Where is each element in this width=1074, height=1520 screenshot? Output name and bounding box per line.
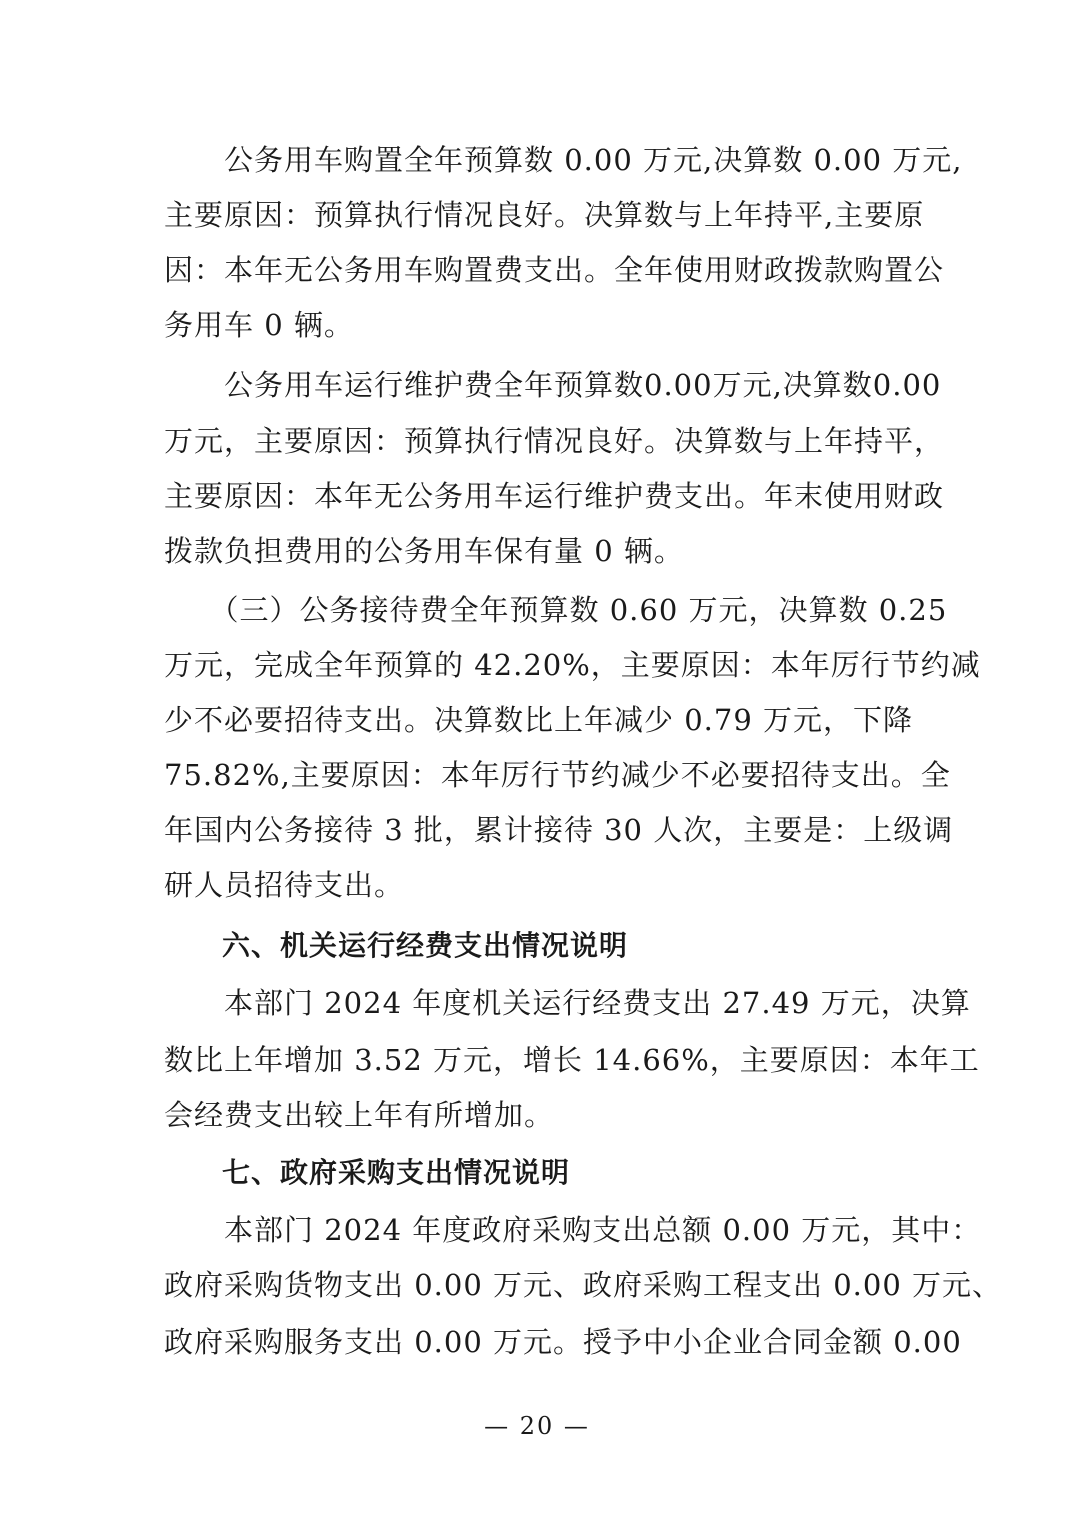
- text-line: 会经费支出较上年有所增加。: [164, 1098, 555, 1132]
- text-line: 政府采购服务支出 0.00 万元。授予中小企业合同金额 0.00: [164, 1325, 962, 1359]
- text-line: 年国内公务接待 3 批，累计接待 30 人次，主要是：上级调: [164, 813, 954, 847]
- text-line: 万元，完成全年预算的 42.20%，主要原因：本年厉行节约减: [164, 648, 981, 682]
- text-line: 万元，主要原因：预算执行情况良好。决算数与上年持平，: [164, 424, 945, 458]
- text-line: 务用车 0 辆。: [164, 308, 354, 342]
- text-line: 主要原因：本年无公务用车运行维护费支出。年末使用财政: [164, 479, 945, 513]
- text-line: 公务用车购置全年预算数 0.00 万元,决算数 0.00 万元,: [164, 143, 963, 177]
- text-line: 政府采购货物支出 0.00 万元、政府采购工程支出 0.00 万元、: [164, 1268, 1003, 1302]
- section-heading-6: 六、机关运行经费支出情况说明: [164, 929, 629, 962]
- text-line: 公务用车运行维护费全年预算数0.00万元,决算数0.00: [164, 368, 942, 402]
- text-line: 主要原因：预算执行情况良好。决算数与上年持平,主要原: [164, 198, 925, 232]
- page-number: — 20 —: [484, 1412, 590, 1440]
- text-line: 数比上年增加 3.52 万元，增长 14.66%，主要原因：本年工: [164, 1043, 980, 1077]
- text-line: 研人员招待支出。: [164, 868, 405, 902]
- text-line: （三）公务接待费全年预算数 0.60 万元，决算数 0.25: [164, 593, 948, 627]
- text-line: 75.82%,主要原因：本年厉行节约减少不必要招待支出。全: [164, 758, 951, 792]
- text-line: 因：本年无公务用车购置费支出。全年使用财政拨款购置公: [164, 253, 945, 287]
- text-line: 本部门 2024 年度政府采购支出总额 0.00 万元，其中：: [164, 1213, 982, 1247]
- text-line: 少不必要招待支出。决算数比上年减少 0.79 万元，下降: [164, 703, 914, 737]
- text-line: 拨款负担费用的公务用车保有量 0 辆。: [164, 534, 684, 568]
- section-heading-7: 七、政府采购支出情况说明: [164, 1156, 571, 1189]
- text-line: 本部门 2024 年度机关运行经费支出 27.49 万元，决算: [164, 986, 971, 1020]
